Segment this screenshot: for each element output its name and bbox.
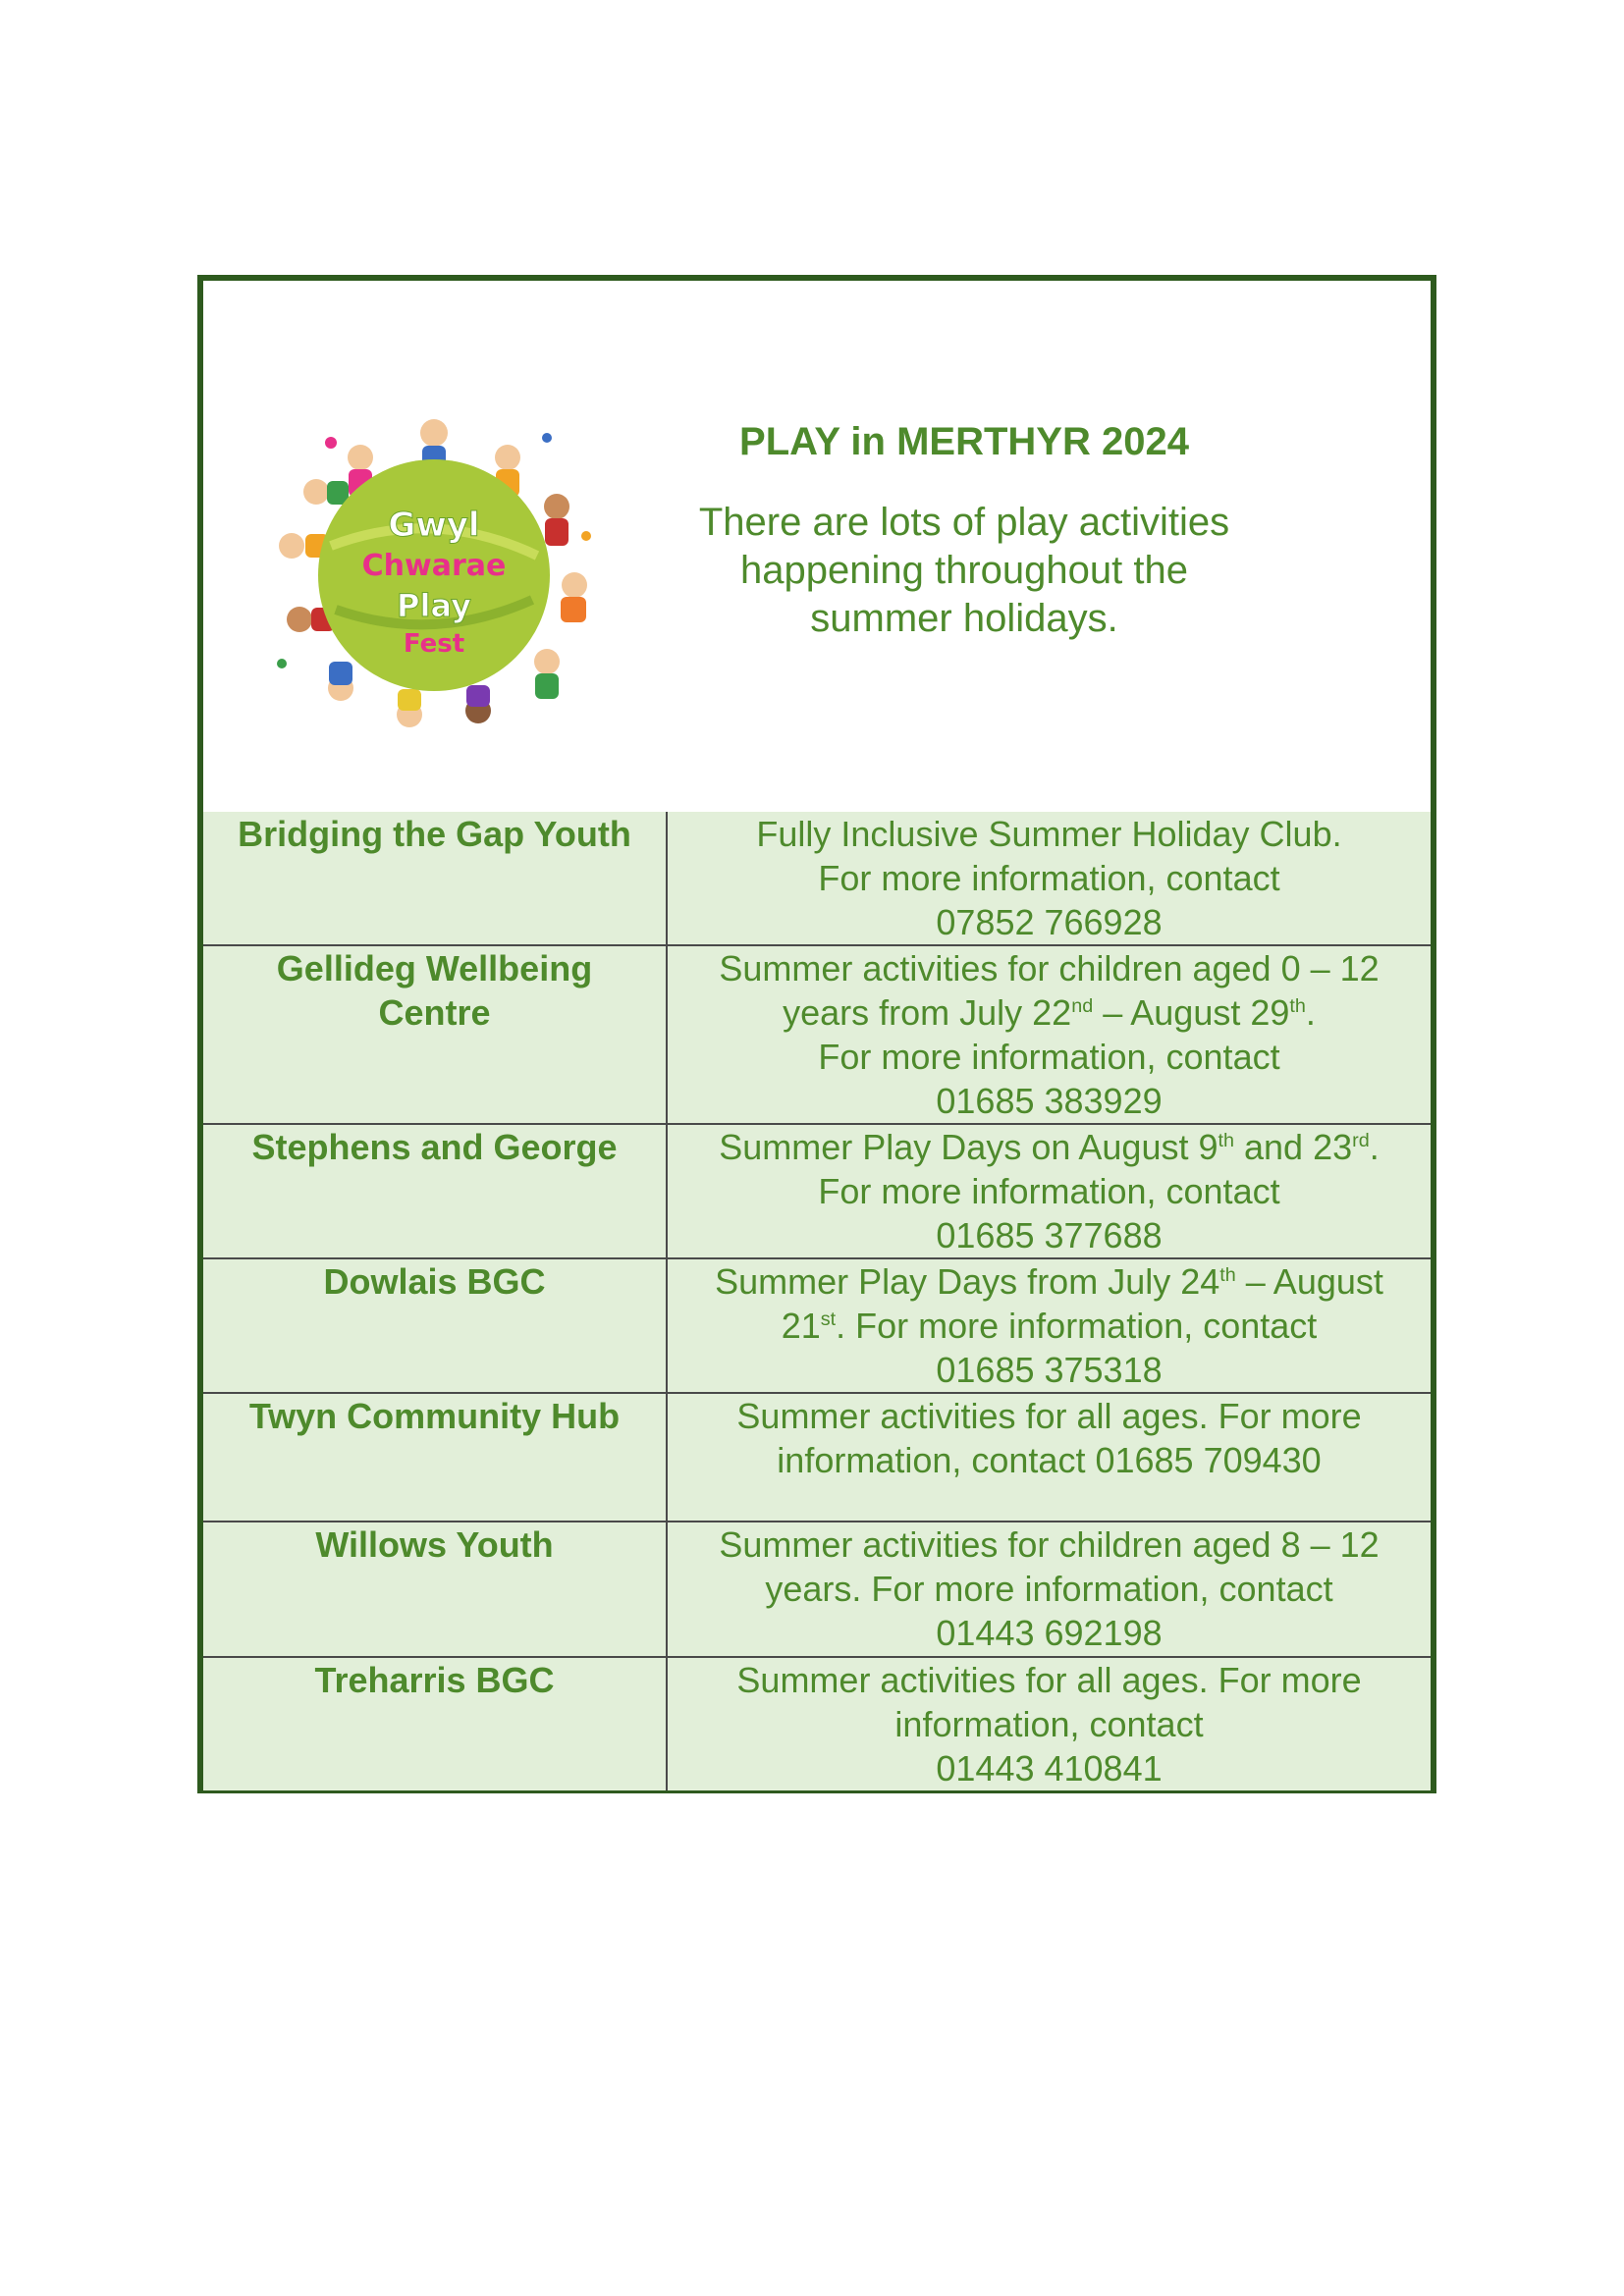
description-line: [672, 1035, 1427, 1079]
description-line: [672, 1348, 1427, 1392]
organisation-name: Treharris BGC: [203, 1657, 667, 1790]
intro-line: There are lots of play activities: [698, 501, 1230, 544]
description-text: For more information, contact: [818, 1037, 1280, 1077]
organisation-name: Twyn Community Hub: [203, 1393, 667, 1522]
logo-word-3: Play: [397, 587, 471, 624]
table-row: [203, 945, 1431, 1124]
organisation-name: Bridging the Gap Youth: [203, 812, 667, 945]
description-text: .: [1369, 1127, 1380, 1167]
description-text: 01685 377688: [936, 1215, 1163, 1255]
description-text: 07852 766928: [936, 902, 1163, 942]
activity-description: [667, 1393, 1431, 1522]
table-row: [203, 1393, 1431, 1522]
description-line: [672, 1213, 1427, 1257]
description-text: Summer activities for children aged 0 – 12: [719, 948, 1380, 988]
ordinal-suffix: st: [820, 1308, 837, 1330]
description-line: [672, 1746, 1427, 1790]
activity-description: [667, 1522, 1431, 1657]
intro-text: [675, 499, 1254, 643]
logo-word-2: Chwarae: [361, 549, 507, 583]
organisation-name: Gellideg Wellbeing Centre: [203, 945, 667, 1124]
description-line: [672, 1438, 1427, 1482]
description-text: For more information, contact: [818, 858, 1280, 898]
description-text: . For more information, contact: [836, 1306, 1318, 1346]
description-line: [672, 856, 1427, 900]
description-text: 21: [781, 1306, 821, 1346]
description-text: 01443 692198: [936, 1613, 1163, 1653]
ordinal-suffix: th: [1219, 1264, 1236, 1286]
description-line: [672, 1567, 1427, 1611]
description-line: [672, 1702, 1427, 1746]
description-line: [672, 900, 1427, 944]
ordinal-suffix: nd: [1071, 995, 1094, 1017]
header-section: [203, 281, 1431, 812]
description-text: and 23: [1234, 1127, 1353, 1167]
activity-description: [667, 1124, 1431, 1258]
description-text: Summer activities for children aged 8 – 12: [719, 1524, 1380, 1565]
description-line: [672, 1304, 1427, 1348]
description-text: For more information, contact: [818, 1171, 1280, 1211]
ordinal-suffix: th: [1289, 995, 1306, 1017]
activity-description: [667, 812, 1431, 945]
description-text: Summer activities for all ages. For more: [736, 1396, 1362, 1436]
document-frame: [197, 275, 1436, 1793]
description-text: Fully Inclusive Summer Holiday Club.: [756, 814, 1342, 854]
description-text: information, contact: [894, 1704, 1204, 1744]
table-row: [203, 1258, 1431, 1393]
description-text: information, contact 01685 709430: [777, 1440, 1322, 1480]
description-line: [672, 1658, 1427, 1702]
description-line: [672, 990, 1427, 1035]
description-line: [672, 812, 1427, 856]
logo-word-1: Gwyl: [388, 506, 480, 545]
description-text: 01685 375318: [936, 1350, 1163, 1390]
description-text: 01685 383929: [936, 1081, 1163, 1121]
activities-table: [203, 812, 1431, 1790]
description-text: – August: [1235, 1261, 1383, 1302]
description-line: [672, 1079, 1427, 1123]
table-row: [203, 1124, 1431, 1258]
description-text: – August 29: [1093, 992, 1290, 1033]
description-text: Summer activities for all ages. For more: [736, 1660, 1362, 1700]
ordinal-suffix: th: [1218, 1130, 1234, 1151]
description-line: [672, 1394, 1427, 1438]
organisation-name: Dowlais BGC: [203, 1258, 667, 1393]
intro-line: happening throughout the: [740, 549, 1188, 592]
description-line: [672, 1259, 1427, 1304]
play-fest-logo: [262, 399, 606, 742]
description-text: 01443 410841: [936, 1748, 1163, 1789]
description-text: Summer Play Days from July 24: [715, 1261, 1220, 1302]
activity-description: [667, 945, 1431, 1124]
description-line: [672, 1522, 1427, 1567]
logo-word-4: Fest: [403, 629, 465, 659]
activity-description: [667, 1258, 1431, 1393]
table-row: [203, 1657, 1431, 1790]
organisation-name: Willows Youth: [203, 1522, 667, 1657]
description-line: [672, 1125, 1427, 1169]
activity-description: [667, 1657, 1431, 1790]
intro-line: summer holidays.: [810, 597, 1118, 640]
description-text: .: [1305, 992, 1316, 1033]
table-row: [203, 1522, 1431, 1657]
page-title: PLAY in MERTHYR 2024: [739, 420, 1189, 463]
description-text: years from July 22: [783, 992, 1072, 1033]
ordinal-suffix: rd: [1352, 1130, 1370, 1151]
description-line: [672, 946, 1427, 990]
description-text: years. For more information, contact: [765, 1569, 1333, 1609]
description-line: [672, 1611, 1427, 1655]
description-text: Summer Play Days on August 9: [719, 1127, 1218, 1167]
organisation-name: Stephens and George: [203, 1124, 667, 1258]
table-row: [203, 812, 1431, 945]
description-line: [672, 1169, 1427, 1213]
